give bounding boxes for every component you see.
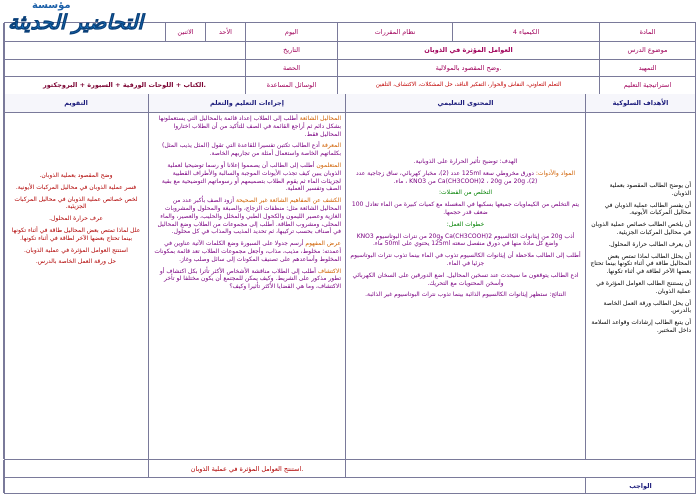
procedure-key: الكشف عن المفاهيم الشائعة غير الصحيحة bbox=[235, 197, 341, 205]
assessment-column bbox=[3, 112, 148, 459]
objective-item: أن يعرف الطالب حرارة المحلول. bbox=[608, 240, 691, 248]
class-value bbox=[3, 59, 245, 76]
content-result: النتائج: ستظهر إيثانوات الكالسيوم الذائبة بينما تذوب نترات البوتاسيوم غير الذائبة. bbox=[365, 291, 566, 299]
col-procedures: إجراءات التعليم والتعلم bbox=[148, 94, 345, 112]
assessment-item: حل ورقة العمل الخاصة بالدرس. bbox=[35, 258, 117, 266]
day-monday: الاثنين bbox=[165, 23, 205, 41]
assessment-item: وضح المقصود بعملية الذوبان. bbox=[39, 172, 113, 179]
intro-value: وضح المقصود بالمولالية. bbox=[337, 59, 599, 76]
steps-title: خطوات العمل: bbox=[446, 220, 485, 228]
objective-item: أن يلخص الطالب خصائص عملية الذوبان في محاليل المركبات الجزيئية. bbox=[591, 221, 691, 236]
col-assessment: التقويم bbox=[3, 94, 148, 112]
procedure-item bbox=[153, 240, 341, 263]
aids-value: الكتاب + اللوحات الورقية + السبورة + البروجكتور. bbox=[3, 76, 245, 94]
assessment-item: لخص خصائص عملية الذوبان في محاليل المركبات الجزيئية. bbox=[14, 195, 138, 211]
procedure-item bbox=[153, 197, 341, 236]
assessment-item: علل لماذا تمتص بعض المحاليل طاقة في أثناء تكونها بينما تحتاج بعضها الآخر لطاقة في أثناء تكونها. bbox=[11, 226, 141, 242]
procedure-text: أطلب إلى الطالب أن يصمموا إعلانا أو رسما توضيحيا لعملية الذوبان يبين كيف تجذب الأيونات الموجبة والسالبة والأطراف القطبية لجزيئات الماء ثم يقوم الطلاب بتصميمهم أو رسوماتهم التوضيحية مع بقية الصف وتفسير العملية. bbox=[161, 161, 341, 193]
system-label: نظام المقررات bbox=[337, 23, 452, 41]
procedures-footer: استنتج العوامل المؤثرة في عملية الذوبان. bbox=[148, 460, 345, 478]
homework-label: الواجب bbox=[585, 478, 695, 493]
day-label: اليوم bbox=[245, 23, 337, 41]
header-row-strategies bbox=[5, 76, 695, 95]
footer-assessment-empty bbox=[3, 460, 148, 478]
procedure-item bbox=[153, 268, 341, 291]
homework-row bbox=[5, 477, 695, 493]
procedures-column bbox=[148, 112, 345, 459]
procedure-key: عرض المفهوم bbox=[305, 240, 341, 248]
topic-value: العوامل المؤثرة في الذوبان bbox=[337, 41, 599, 59]
procedure-key: المحاليل الشائعة bbox=[299, 115, 341, 122]
column-headers bbox=[5, 94, 695, 113]
objective-item: أن يتبع الطالب إرشادات وقواعد السلامة داخل المختبر. bbox=[591, 319, 691, 334]
col-objectives: الأهداف السلوكية bbox=[585, 94, 695, 112]
objective-item: أن يحلل الطالب لماذا تمتص بعض المحاليل طاقة في أثناء تكونها بينما تحتاج بعضها الآخر لطاقة في أثناء تكونها. bbox=[590, 252, 691, 276]
procedure-key: المتعلمون bbox=[316, 161, 341, 169]
objective-item: أن يستنتج الطالب العوامل المؤثرة في عملية الذوبان. bbox=[596, 279, 691, 295]
strategies-label: استراتيجية التعليم bbox=[599, 76, 695, 94]
step-2: أطلب إلى الطالب ملاحظة أن إيثانوات الكالسيوم تذوب في الماء بينما تذوب نترات البوتاسيوم جزئيا في الماء. bbox=[350, 252, 581, 267]
content-goal: الهدف: توضيح تأثير الحرارة على الذوبانية. bbox=[413, 158, 518, 165]
brand-line1: مؤسسة bbox=[32, 0, 71, 11]
strategies-value: التعلم التعاوني، النقاش والحوار، التفكير الناقد، حل المشكلات، الاكتشاف، التلقين bbox=[337, 76, 599, 94]
lesson-body bbox=[5, 112, 695, 459]
homework-value bbox=[3, 478, 585, 493]
procedure-text: أطلب إلى الطلاب إعداد قائمة بالمحاليل التي يستعملونها بشكل دائم ثم أراجع القائمة في الصف للتأكيد من أن الطلاب اختاروا المحاليل فقط. bbox=[158, 115, 341, 138]
class-label: الحصة bbox=[245, 59, 337, 76]
date-label: التاريخ bbox=[245, 41, 337, 59]
brand-line2: التحاضير الحديثة bbox=[8, 10, 144, 34]
procedure-item bbox=[153, 115, 341, 138]
lesson-plan-table bbox=[4, 22, 696, 494]
footer-conclusion-row bbox=[5, 459, 695, 478]
subject-label: المادة bbox=[599, 23, 695, 41]
procedure-key: الاكتشاف bbox=[317, 267, 341, 275]
materials-text: دورق مخروطي سعة 125ml عدد (2)، مخبار كهربائي، ساق زجاجية عدد (2)، 20g من Ca(CH3COOH)2 ، 20g من KNO3 ، ماء. bbox=[355, 169, 538, 185]
assessment-item: فسر عملية الذوبان في محاليل المركبات الأيونية. bbox=[15, 183, 137, 191]
col-content: المحتوى التعليمي bbox=[345, 94, 585, 112]
day-sunday: الأحد bbox=[205, 23, 245, 41]
procedure-item bbox=[153, 162, 341, 193]
procedure-key: المعرفة bbox=[321, 142, 341, 150]
objective-item: أن يوضح الطالب المقصود بعملية الذوبان. bbox=[609, 182, 691, 197]
procedure-text: أزود الصف بأكبر عدد من المحاليل الشائعة مثل: منظفات الزجاج، والصبغة والمحلول والمشروبات الغازية وعصير الليمون والكحول الطبي والمخلل والحليب، والعصير، والماء المحلى، ومشروب الطاقة. أطلب إلى مجموعات من الطلاب وضع المحاليل في أصناف بحسب تركيبها، ثم تحديد المذيب والمذاب في كل محلول. bbox=[157, 197, 341, 236]
assessment-item: استنتج العوامل المؤثرة في عملية الذوبان. bbox=[24, 246, 128, 254]
safety-text: يتم التخلص من الكيماويات جميعها بسكبها في المغسلة مع كميات كبيرة من الماء تعادل 100 ضعف قدر حجمها. bbox=[351, 201, 580, 216]
safety-title: التخلص من الفضلات: bbox=[438, 189, 493, 197]
objective-item: أن يحل الطالب ورقة العمل الخاصة بالدرس. bbox=[603, 299, 691, 315]
materials-block bbox=[350, 170, 581, 186]
intro-label: التمهيد bbox=[599, 59, 695, 76]
assessment-item: عرف حرارة المحلول. bbox=[49, 215, 103, 223]
subject-value: الكيمياء 4 bbox=[452, 23, 599, 41]
brand-logo bbox=[2, 0, 180, 48]
objectives-column bbox=[585, 112, 695, 459]
content-column bbox=[345, 112, 585, 459]
procedure-text: أطلب إلى الطلاب مناقشة الأشخاص الأكثر تأثرا بكل اكتشاف أو تطور مذكور على الشريط. وكيف يمكن للمجتمع أن يكون مختلفا لو تأخر الاكتشاف، وما هي القضايا الأكثر تأثيرا وكيف؟ bbox=[159, 267, 341, 291]
aids-label: الوسائل المساعدة bbox=[245, 76, 337, 94]
header-row-intro bbox=[5, 59, 695, 77]
procedure-text: أرسم جدولا على السبورة وضع الكلمات الآتية عناوين في أعمدته: مخلوط، مذيب، مذاب، وأجعل مجموعات الطلاب تعد قائمة بمكونات المخلوط وأساعدهم على تصنيف المكونات إلى سائل وصلب وغاز. bbox=[154, 240, 341, 263]
objective-item: أن يفسر الطالب عملية الذوبان في محاليل المركبات الأيونية. bbox=[604, 201, 691, 217]
step-1: أذب 20g من إيثانوات الكالسيوم Ca(CH3COOH)2 و20g من نترات البوتاسيوم KNO3 واضع كل مادة منها في دورق منفصل سعته 125ml يحتوي على 50ml ماء. bbox=[356, 232, 575, 248]
procedure-text: أدع الطالب تكتبن تفسيرا للقاعدة التي تقول (المثل يذيب المثل) بكلماتهم الخاصة واستعمال أمثلة من تجاربهم الخاصة. bbox=[162, 142, 341, 158]
procedure-item bbox=[153, 142, 341, 158]
materials-title: المواد والأدوات: bbox=[535, 169, 576, 177]
footer-empty bbox=[345, 460, 695, 478]
topic-label: موضوع الدرس bbox=[599, 41, 695, 59]
step-3: ادع الطالب يتوقعون ما سيحدث عند تسخين المحاليل. اضع الدورقين على السخان الكهربائي وأسخن المحتويات مع التحريك. bbox=[352, 271, 579, 287]
